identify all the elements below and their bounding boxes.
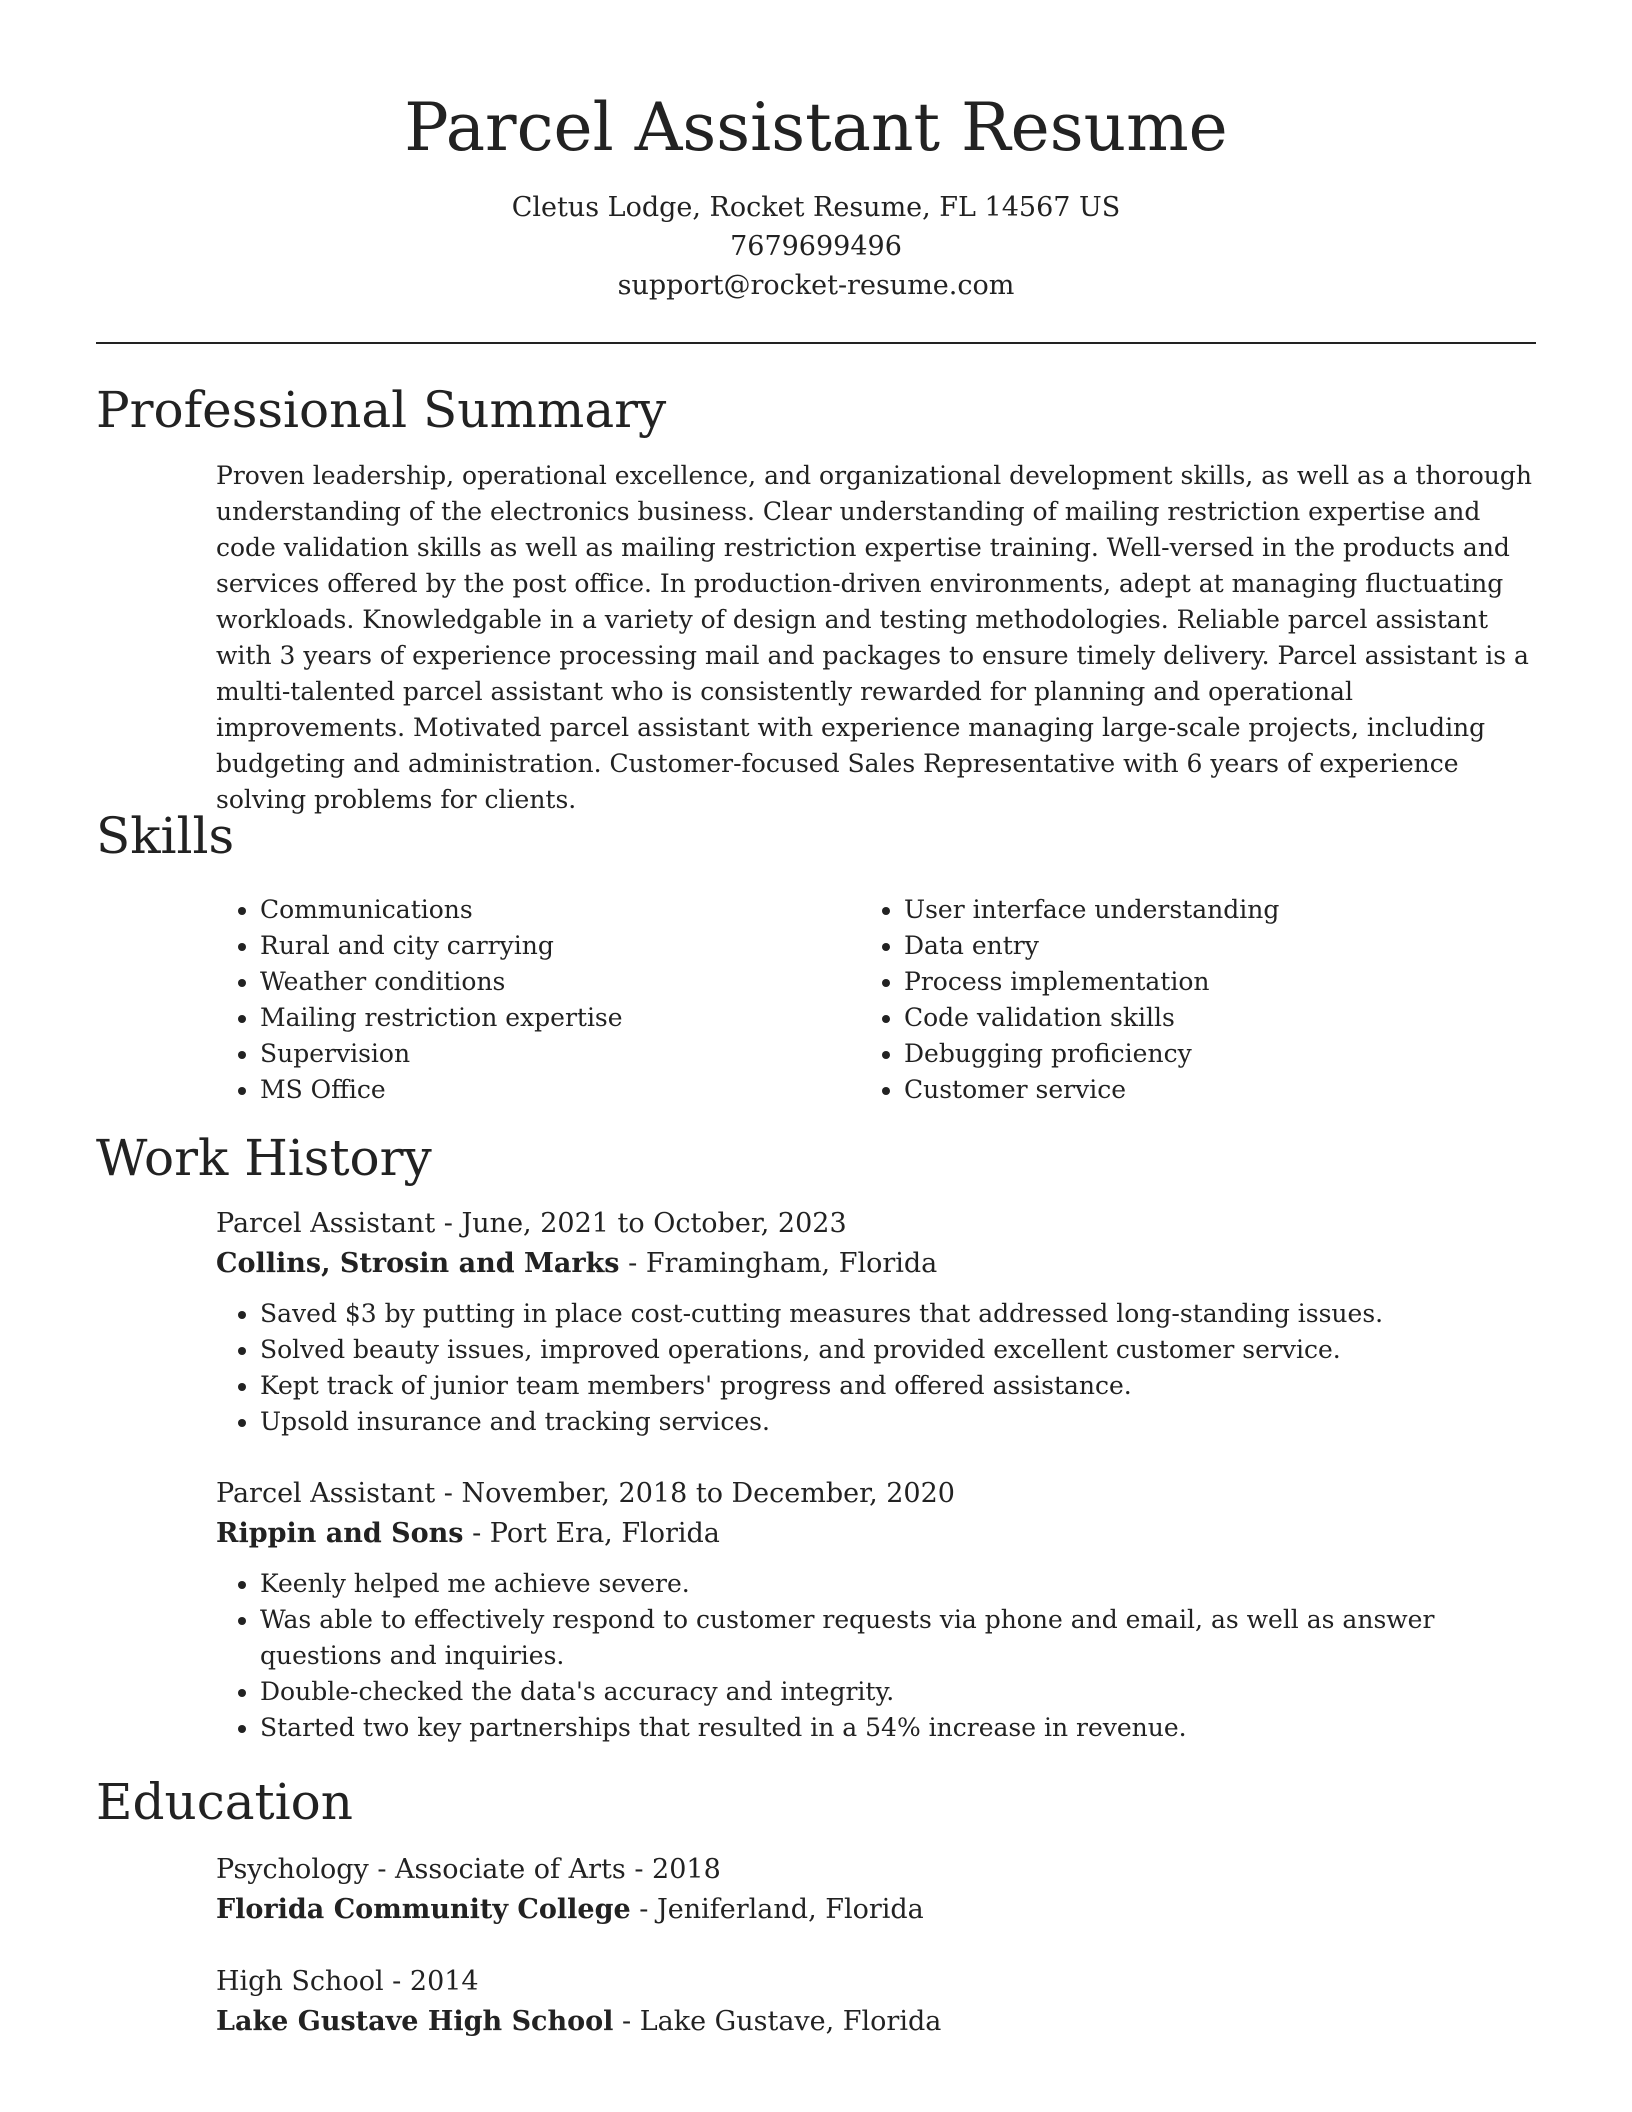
work-heading: Work History [96, 1129, 432, 1187]
skill-item: • Mailing restriction expertise [260, 1000, 856, 1036]
skills-list-right [860, 892, 1500, 1108]
job-company-line: Collins, Strosin and Marks - Framingham, Florida [216, 1248, 938, 1279]
education-school-line: Florida Community College - Jeniferland, Florida [216, 1894, 924, 1925]
education-school-line: Lake Gustave High School - Lake Gustave, Florida [216, 2006, 942, 2037]
skill-item: • Supervision [260, 1036, 856, 1072]
job-title: Parcel Assistant [216, 1478, 436, 1509]
skill-item: • Weather conditions [260, 964, 856, 1000]
job-location: Framingham, Florida [645, 1248, 938, 1279]
job-title: Parcel Assistant [216, 1208, 436, 1239]
contact-info [96, 188, 1536, 305]
education-location: Jeniferland, Florida [656, 1894, 924, 1925]
summary-text: Proven leadership, operational excellence, and organizational development skills, as well as a thorough understanding of the electronics business. Clear understanding of mailing restriction expertise and code validation skills as well as mailing restriction expertise training. Well-versed in the products and services offered by the post office. In production-driven environments, adept at managing fluctuating workloads. Knowledgable in a variety of design and testing methodologies. Reliable parcel assistant with 3 years of experience processing mail and packages to ensure timely delivery. Parcel assistant is a multi-talented parcel assistant who is consistently rewarded for planning and operational improvements. Motivated parcel assistant with experience managing large-scale projects, including budgeting and administration. Customer-focused Sales Representative with 6 years of experience solving problems for clients. [216, 461, 1532, 814]
skill-item: • Process implementation [904, 964, 1500, 1000]
skill-item: • Customer service [904, 1072, 1500, 1108]
education-year: 2018 [652, 1854, 721, 1885]
job-bullet: • Keenly helped me achieve severe. [260, 1566, 1536, 1602]
job-entry [216, 1474, 1536, 1746]
job-bullets [216, 1296, 1536, 1440]
skills-column-right [860, 892, 1500, 1108]
contact-address: Cletus Lodge, Rocket Resume, FL 14567 US [511, 192, 1121, 223]
job-company-line: Rippin and Sons - Port Era, Florida [216, 1518, 720, 1549]
skill-item: • MS Office [260, 1072, 856, 1108]
job-bullet: • Started two key partnerships that resulted in a 54% increase in revenue. [260, 1710, 1536, 1746]
resume-title: Parcel Assistant Resume [404, 89, 1228, 166]
education-degree-line: High School - 2014 [216, 1966, 479, 1997]
education-degree-line: Psychology - Associate of Arts - 2018 [216, 1854, 721, 1885]
skill-item: • Code validation skills [904, 1000, 1500, 1036]
job-company: Collins, Strosin and Marks [216, 1248, 620, 1279]
skills-column-left [216, 892, 856, 1108]
education-entry [216, 1962, 1536, 2042]
summary-heading: Professional Summary [96, 381, 667, 439]
job-title-line: Parcel Assistant - November, 2018 to December, 2020 [216, 1478, 955, 1509]
education-field: High School [216, 1966, 384, 1997]
job-location: Port Era, Florida [489, 1518, 720, 1549]
education-entry [216, 1850, 1536, 1930]
job-company: Rippin and Sons [216, 1518, 464, 1549]
job-bullet: • Upsold insurance and tracking services. [260, 1404, 1536, 1440]
job-bullets [216, 1566, 1536, 1746]
education-field: Psychology [216, 1854, 369, 1885]
skill-item: • Rural and city carrying [260, 928, 856, 964]
job-bullet: • Double-checked the data's accuracy and integrity. [260, 1674, 1536, 1710]
job-entry [216, 1204, 1536, 1440]
education-heading: Education [96, 1773, 353, 1831]
header-divider [96, 342, 1536, 344]
education-school: Lake Gustave High School [216, 2006, 614, 2037]
job-dates: June, 2021 to October, 2023 [461, 1208, 847, 1239]
skill-item: • Debugging proficiency [904, 1036, 1500, 1072]
education-degree: Associate of Arts [395, 1854, 626, 1885]
job-bullet: • Solved beauty issues, improved operations, and provided excellent customer service. [260, 1332, 1536, 1368]
education-school: Florida Community College [216, 1894, 631, 1925]
contact-phone: 7679699496 [730, 231, 902, 262]
education-year: 2014 [409, 1966, 479, 1997]
job-bullet: • Kept track of junior team members' progress and offered assistance. [260, 1368, 1536, 1404]
education-location: Lake Gustave, Florida [639, 2006, 942, 2037]
job-bullet: • Saved $3 by putting in place cost-cutting measures that addressed long-standing issues. [260, 1296, 1536, 1332]
resume-header [96, 80, 1536, 305]
skills-heading: Skills [96, 807, 235, 865]
job-title-line: Parcel Assistant - June, 2021 to October, 2023 [216, 1208, 847, 1239]
job-bullet: • Was able to effectively respond to customer requests via phone and email, as well as answer questions and inquiries. [260, 1602, 1536, 1674]
job-dates: November, 2018 to December, 2020 [461, 1478, 955, 1509]
contact-email: support@rocket-resume.com [617, 270, 1015, 301]
skill-item: • Communications [260, 892, 856, 928]
skills-list-left [216, 892, 856, 1108]
skill-item: • User interface understanding [904, 892, 1500, 928]
skill-item: • Data entry [904, 928, 1500, 964]
